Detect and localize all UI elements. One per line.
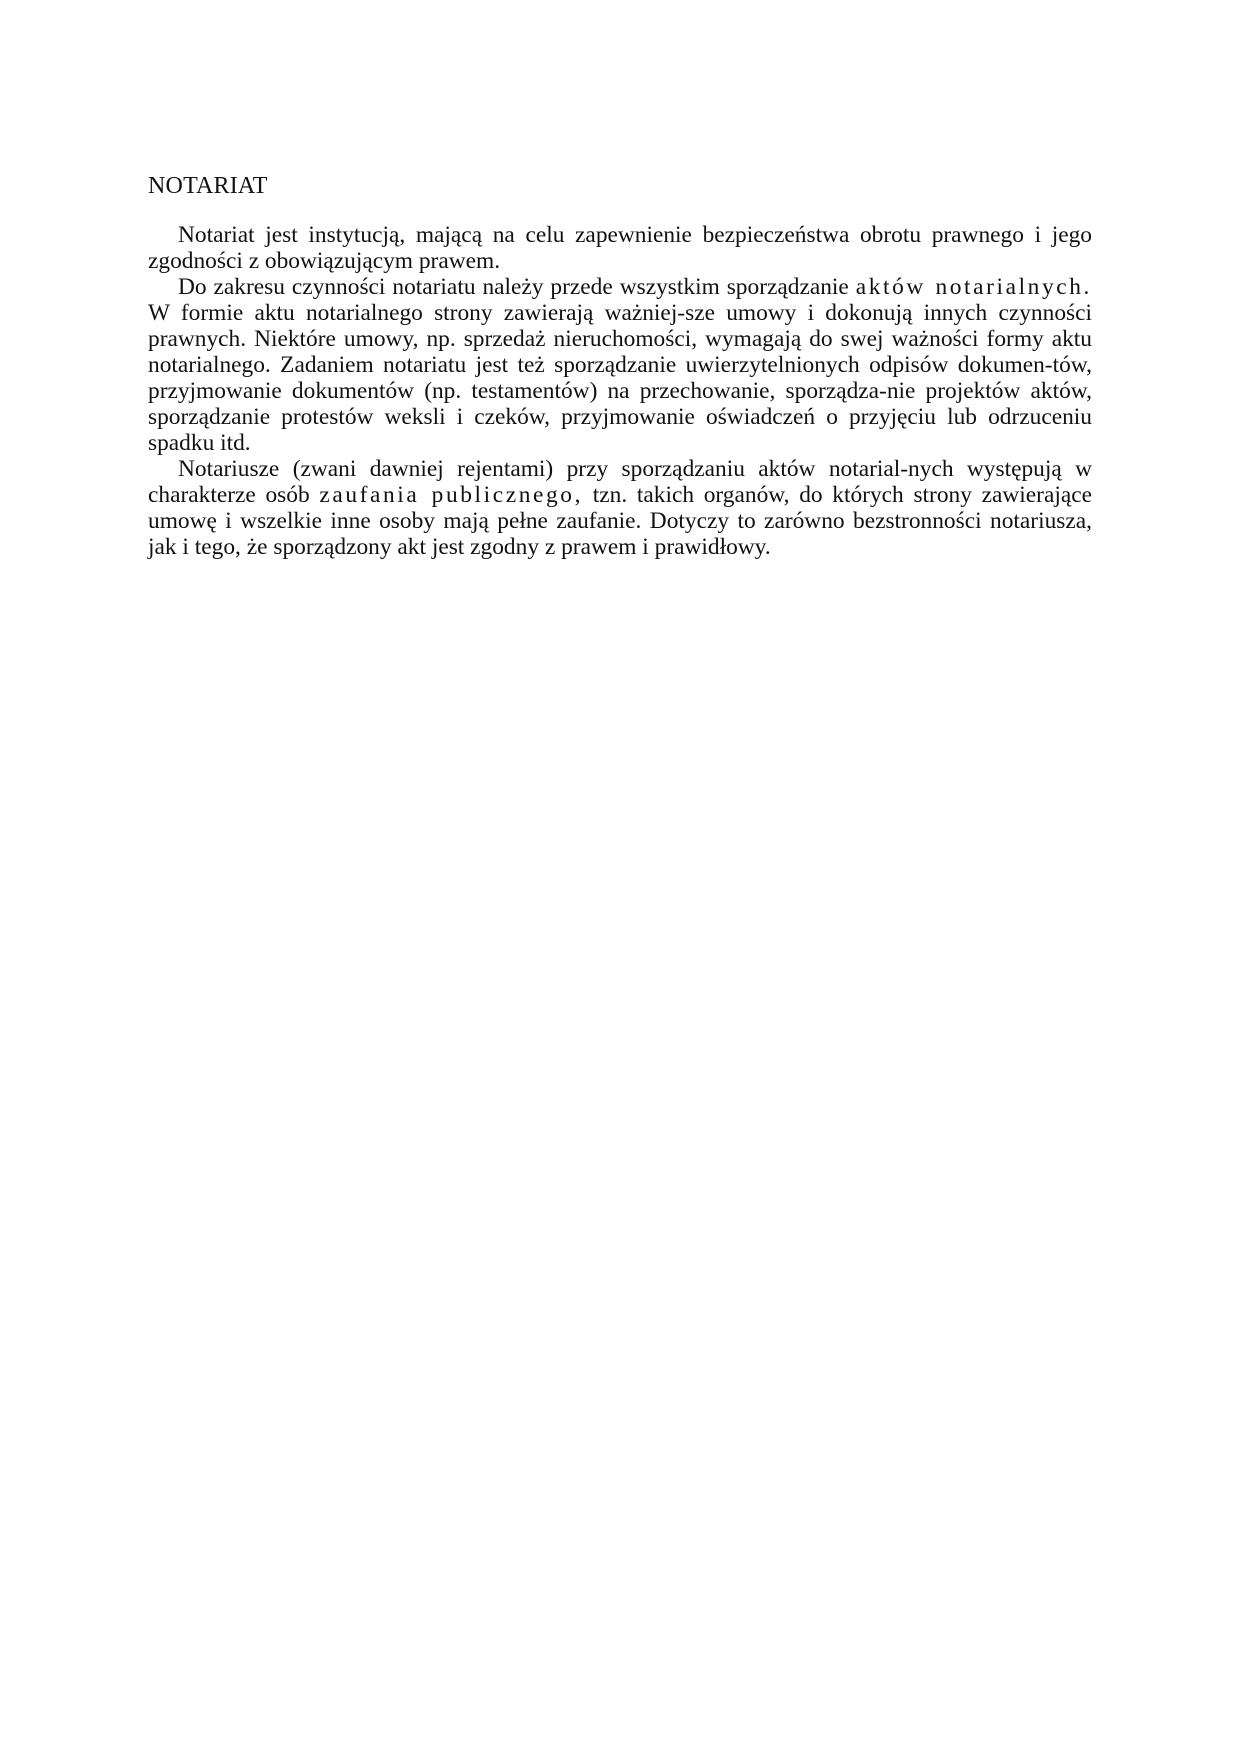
paragraph-2-text-b: W formie aktu notarialnego strony zawierają ważniej-sze umowy i dokonują innych czynności prawnych. Niektóre umowy, np. sprzedaż nieruchomości, wymagają do swej ważności formy aktu notarialnego. Zadaniem notariatu jest też sporządzanie uwierzytelnionych odpisów dokumen-tów, przyjmowanie dokumentów (np. testamentów) na przechowanie, sporządza-nie projektów aktów, sporządzanie protestów weksli i czeków, przyjmowanie oświadczeń o przyjęciu lub odrzuceniu spadku itd. (148, 300, 1092, 456)
paragraph-3-text-b: tzn. takich organów, do których strony zawierające umowę i wszelkie inne osoby mają pełne zaufanie. Dotyczy to zarówno bezstronności notariusza, jak i tego, że sporządzony akt jest zgodny z prawem i prawidłowy. (148, 482, 1092, 560)
document-body (148, 222, 1092, 560)
emphasized-term-akty-notarialne: aktów notarialnych. (855, 274, 1092, 300)
paragraph-2-text-a: Do zakresu czynności notariatu należy przede wszystkim sporządzanie (178, 274, 856, 300)
paragraph-2 (148, 274, 1092, 456)
emphasized-term-zaufanie-publiczne: zaufania publicznego, (319, 482, 584, 508)
paragraph-3-text-a: Notariusze (zwani dawniej rejentami) przy sporządzaniu aktów notarial-nych występują w charakterze osób (148, 456, 1092, 508)
paragraph-3 (148, 456, 1092, 560)
document-title: NOTARIAT (148, 173, 268, 199)
paragraph-1: Notariat jest instytucją, mającą na celu zapewnienie bezpieczeństwa obrotu prawnego i jego zgodności z obowiązującym prawem. (148, 222, 1092, 274)
